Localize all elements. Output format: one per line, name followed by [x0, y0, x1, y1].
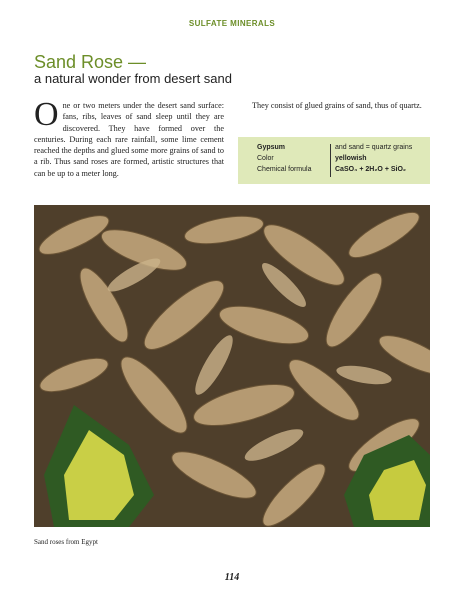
info-row-color [238, 155, 430, 166]
mineral-info-box [238, 137, 430, 184]
drop-cap: O [34, 96, 59, 133]
section-label: SULFATE MINERALS [188, 19, 276, 28]
info-value-gypsum: and sand = quartz grains [330, 144, 412, 155]
left-column [34, 96, 224, 179]
photo-caption: Sand roses from Egypt [34, 538, 98, 546]
info-value-formula: CaSO₄ + 2H₂O + SiO₂ [330, 166, 406, 177]
info-key-formula: Chemical formula [257, 166, 312, 173]
sand-rose-illustration [34, 205, 430, 527]
article-title: Sand Rose — [34, 52, 147, 72]
info-value-color: yellowish [330, 155, 367, 166]
info-row-gypsum [238, 144, 430, 155]
info-key-gypsum: Gypsum [257, 144, 286, 151]
right-column [240, 100, 430, 111]
right-column-text: They consist of glued grains of sand, thus of quartz. [252, 101, 422, 110]
left-column-text: ne or two meters under the desert sand surface: fans, ribs, leaves of sand sleep until they are discovered. They have formed over the centuries. During each rare rainfall, some lime cement reached the depths and glued some more grains of sand to a rib. Thus sand roses are formed, artistic structures that can be up to a meter long. [34, 101, 224, 178]
sand-rose-photo [34, 205, 430, 527]
info-row-formula [238, 166, 430, 177]
page-number: 114 [224, 572, 240, 583]
article-subtitle: a natural wonder from desert sand [34, 71, 232, 86]
info-key-color: Color [257, 155, 274, 162]
